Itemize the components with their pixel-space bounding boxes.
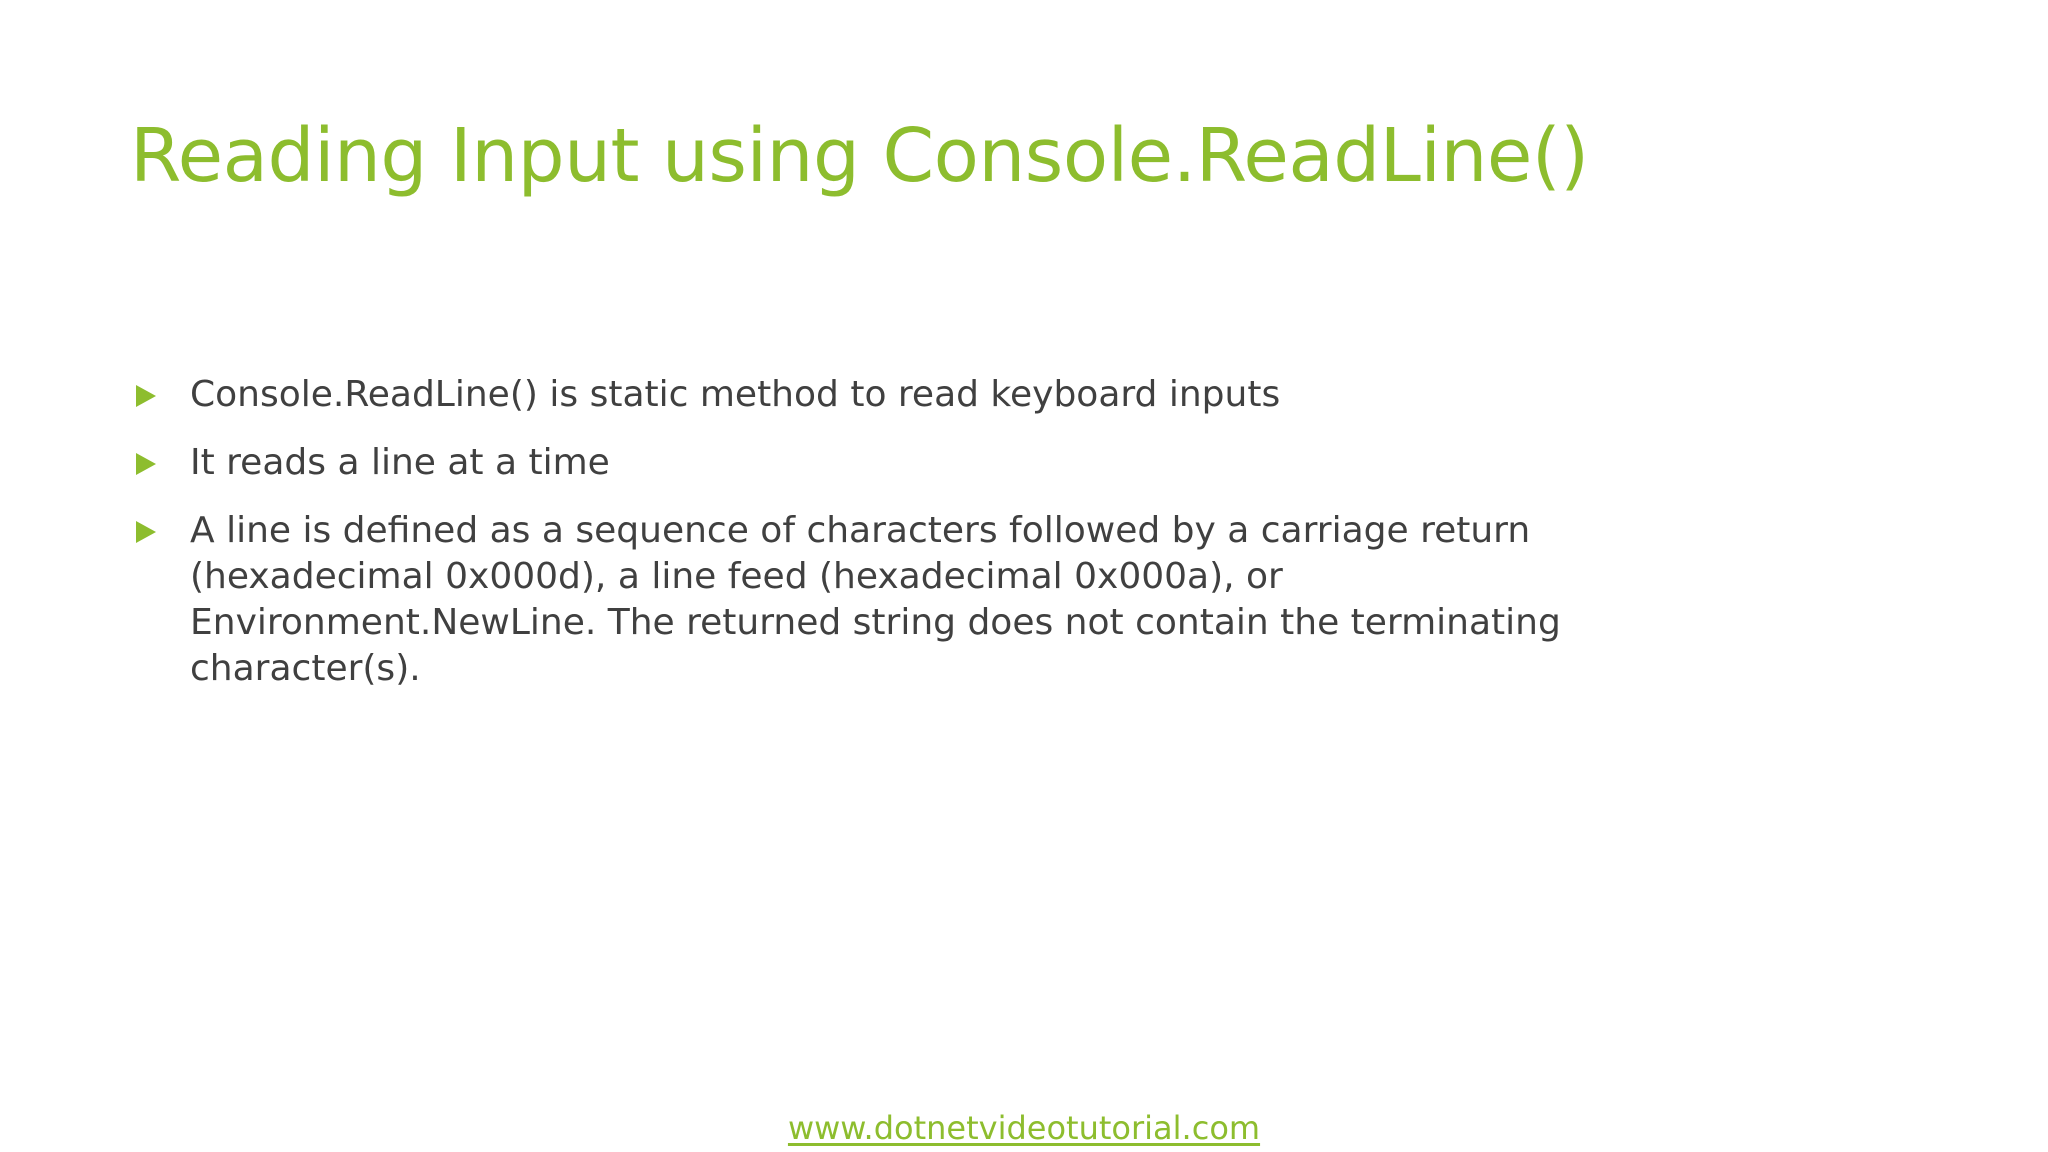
list-item — [132, 372, 1572, 418]
triangle-right-icon — [136, 521, 156, 543]
list-item — [132, 508, 1572, 692]
bullet-text: Console.ReadLine() is static method to read keyboard inputs — [190, 374, 1281, 415]
triangle-right-icon — [136, 385, 156, 407]
footer — [0, 1108, 2048, 1148]
triangle-right-icon — [136, 453, 156, 475]
slide-title: Reading Input using Console.ReadLine() — [130, 113, 1589, 199]
list-item — [132, 440, 1572, 486]
bullet-text: A line is defined as a sequence of characters followed by a carriage return (hexadecimal 0x000d), a line feed (hexadecimal 0x000a), or Environment.NewLine. The returned string does not contain the terminating character(s). — [190, 510, 1561, 689]
website-link[interactable]: www.dotnetvideotutorial.com — [787, 1109, 1261, 1147]
bullet-list — [132, 372, 1572, 714]
bullet-text: It reads a line at a time — [190, 442, 610, 483]
